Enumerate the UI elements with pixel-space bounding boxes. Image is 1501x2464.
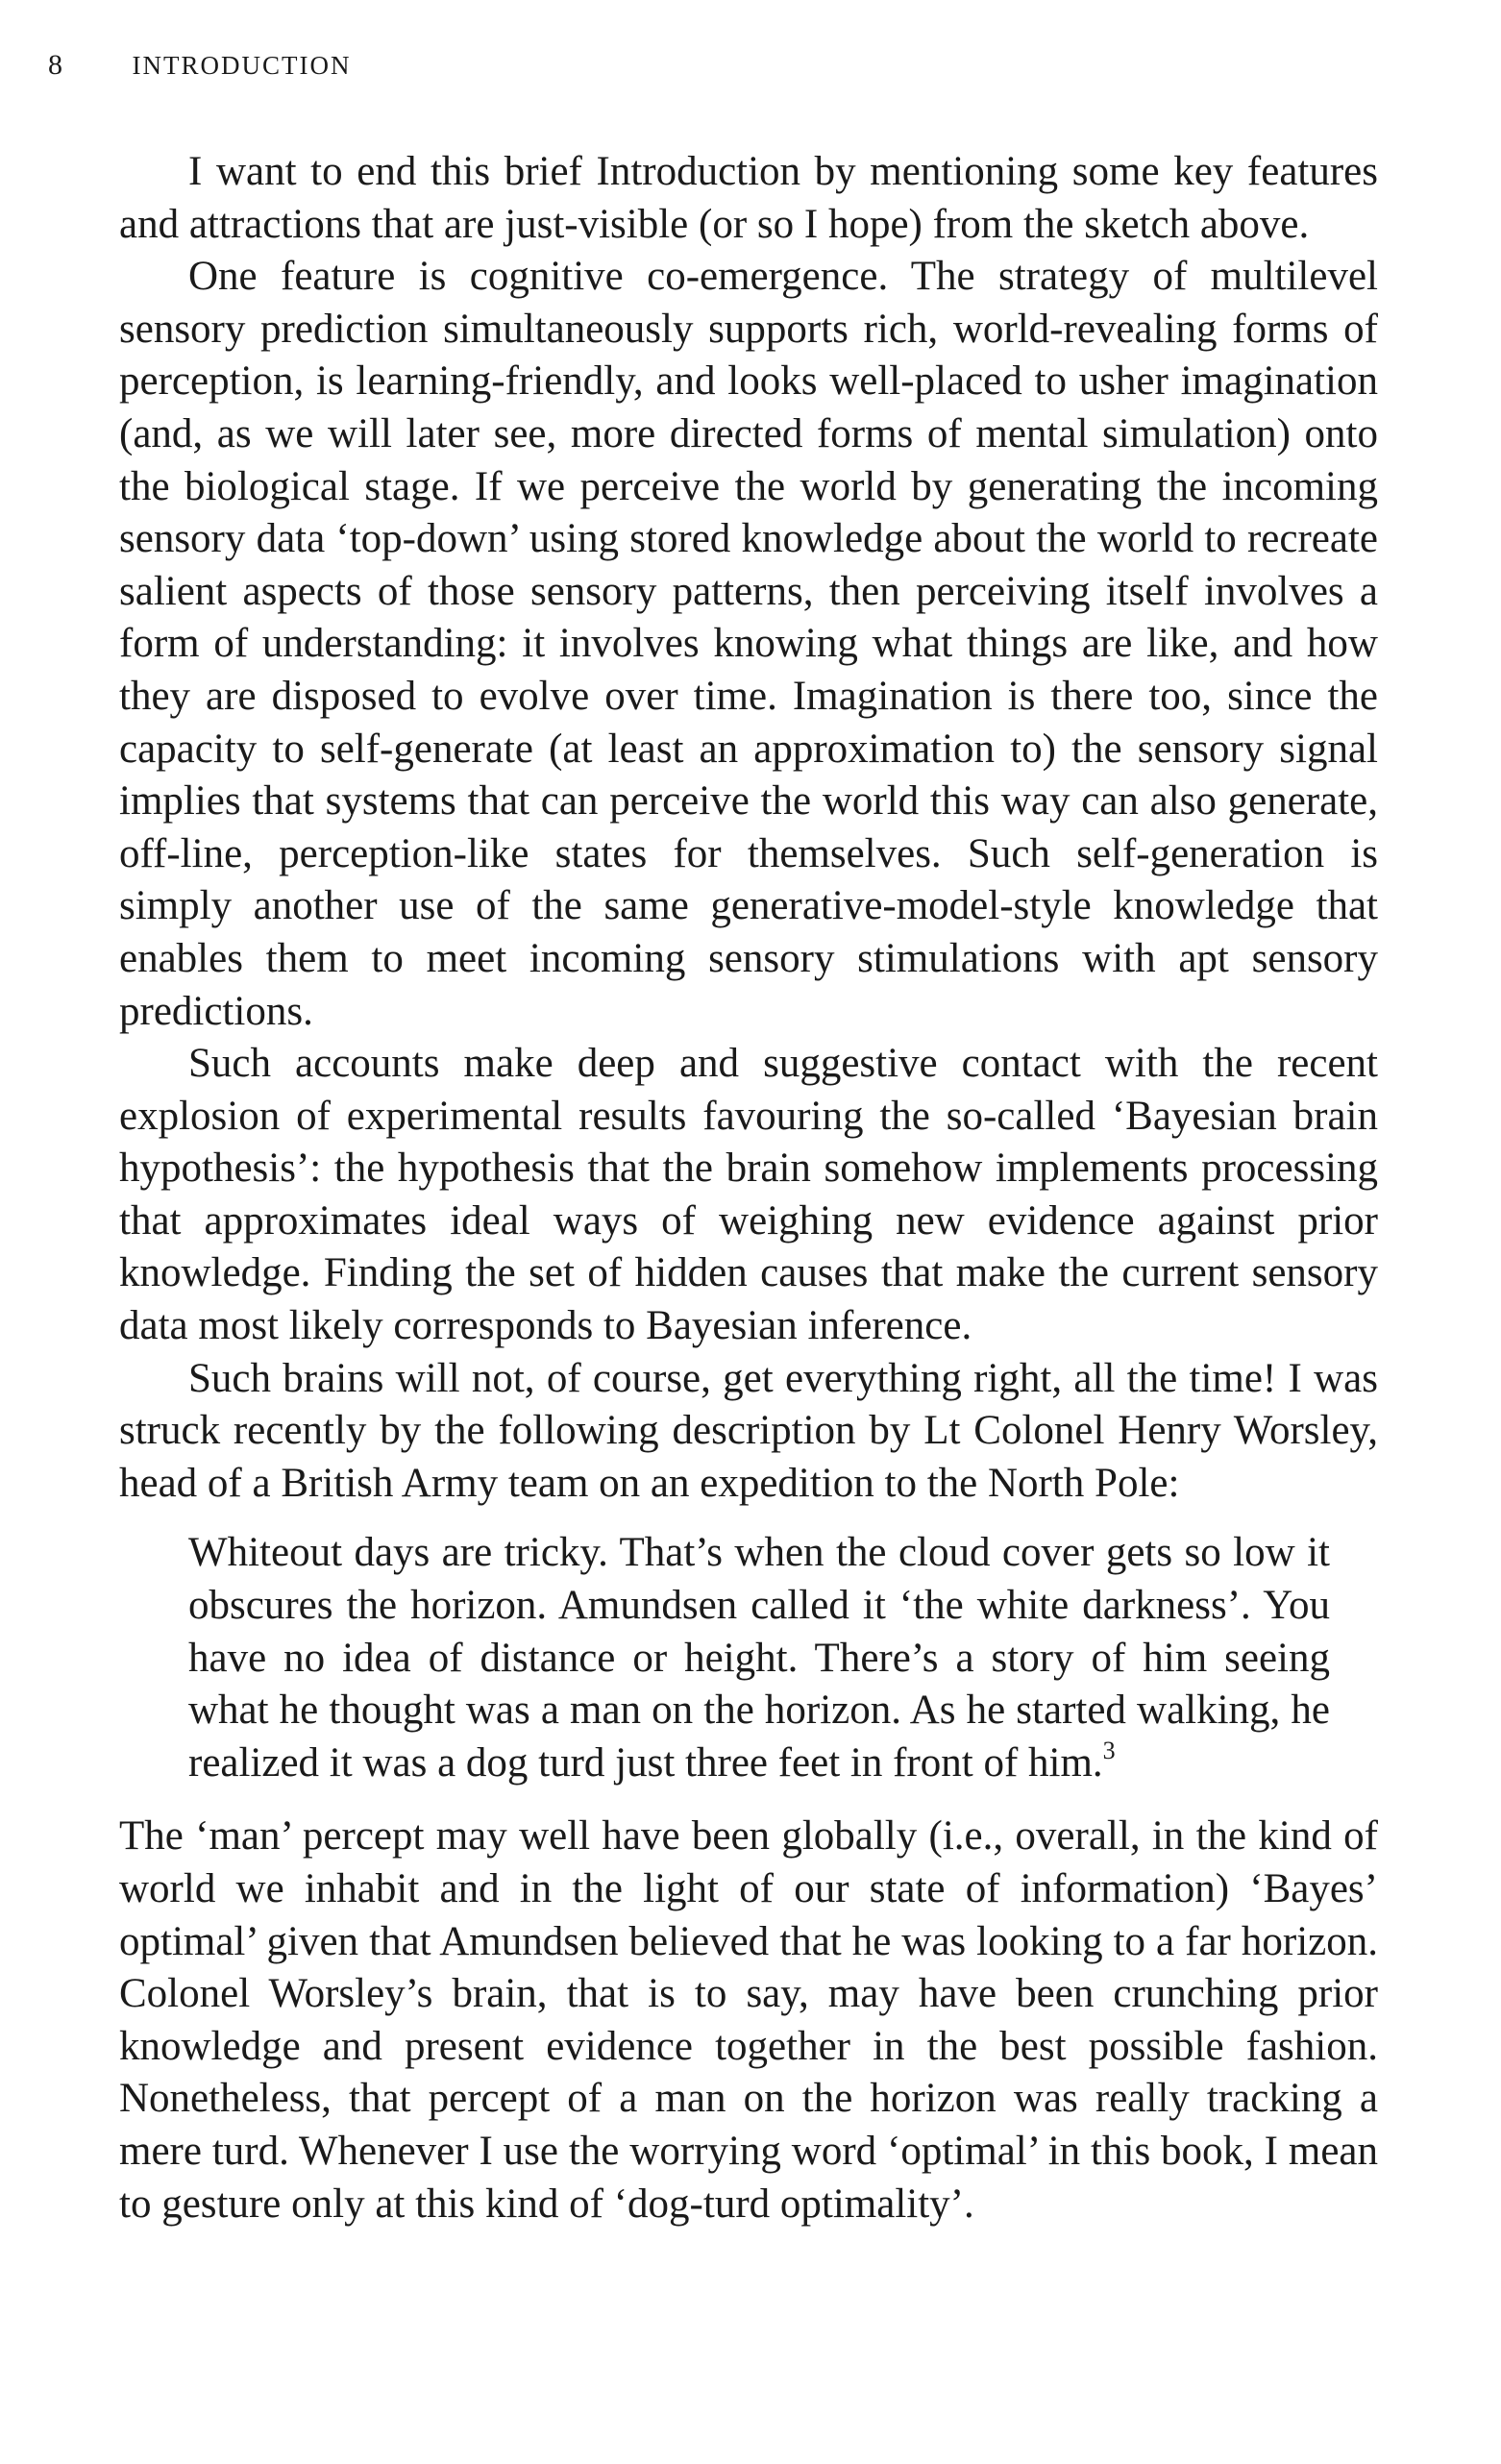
body-text	[119, 146, 1378, 2230]
section-title: INTRODUCTION	[132, 51, 352, 80]
paragraph-intro: I want to end this brief Introduction by mentioning some key features and attractions that are just-visible (or so I hope) from the sketch above.	[119, 149, 1378, 247]
page-number: 8	[48, 49, 62, 81]
paragraph-co-emergence: One feature is cognitive co-emergence. The strategy of multilevel sensory prediction simultaneously supports rich, world-revealing forms of perception, is learning-friendly, and looks well-placed to usher imagination (and, as we will later see, more directed forms of mental simulation) onto the biological stage. If we perceive the world by generating the incoming sensory data ‘top-down’ using stored knowledge about the world to recreate salient aspects of those sensory patterns, then perceiving itself involves a form of understanding: it involves knowing what things are like, and how they are disposed to evolve over time. Imagination is there too, since the capacity to self-generate (at least an approximation to) the sensory signal implies that systems that can perceive the world this way can also generate, off-line, perception-like states for themselves. Such self-generation is simply another use of the same generative-model-style knowledge that enables them to meet incoming sensory stimulations with apt sensory predictions.	[119, 254, 1378, 1034]
footnote-reference: 3	[1102, 1736, 1116, 1764]
paragraph-worsley: Such brains will not, of course, get everything right, all the time! I was struck recently by the following description by Lt Colonel Henry Worsley, head of a British Army team on an expedition to the North Pole:	[119, 1355, 1378, 1506]
block-quote	[188, 1527, 1330, 1789]
quote-text: Whiteout days are tricky. That’s when the cloud cover gets so low it obscures the horizon. Amundsen called it ‘the white darkness’. You have no idea of distance or height. There’s a story of him seeing what he thought was a man on the horizon. As he started walking, he realized it was a dog turd just three feet in front of him.	[188, 1530, 1330, 1786]
running-head	[48, 46, 351, 85]
paragraph-bayesian: Such accounts make deep and suggestive contact with the recent explosion of experimental results favouring the so-called ‘Bayesian brain hypothesis’: the hypothesis that the brain somehow implements processing that approximates ideal ways of weighing new evidence against prior knowledge. Finding the set of hidden causes that make the current sensory data most likely corresponds to Bayesian inference.	[119, 1041, 1378, 1349]
paragraph-optimality: The ‘man’ percept may well have been globally (i.e., overall, in the kind of world we inhabit and in the light of our state of information) ‘Bayes’ optimal’ given that Amundsen believed that he was looking to a far horizon. Colonel Worsley’s brain, that is to say, may have been crunching prior knowledge and present evidence together in the best possible fashion. Nonetheless, that percept of a man on the horizon was really tracking a mere turd. Whenever I use the worrying word ‘optimal’ in this book, I mean to gesture only at this kind of ‘dog-turd optimality’.	[119, 1813, 1378, 2227]
